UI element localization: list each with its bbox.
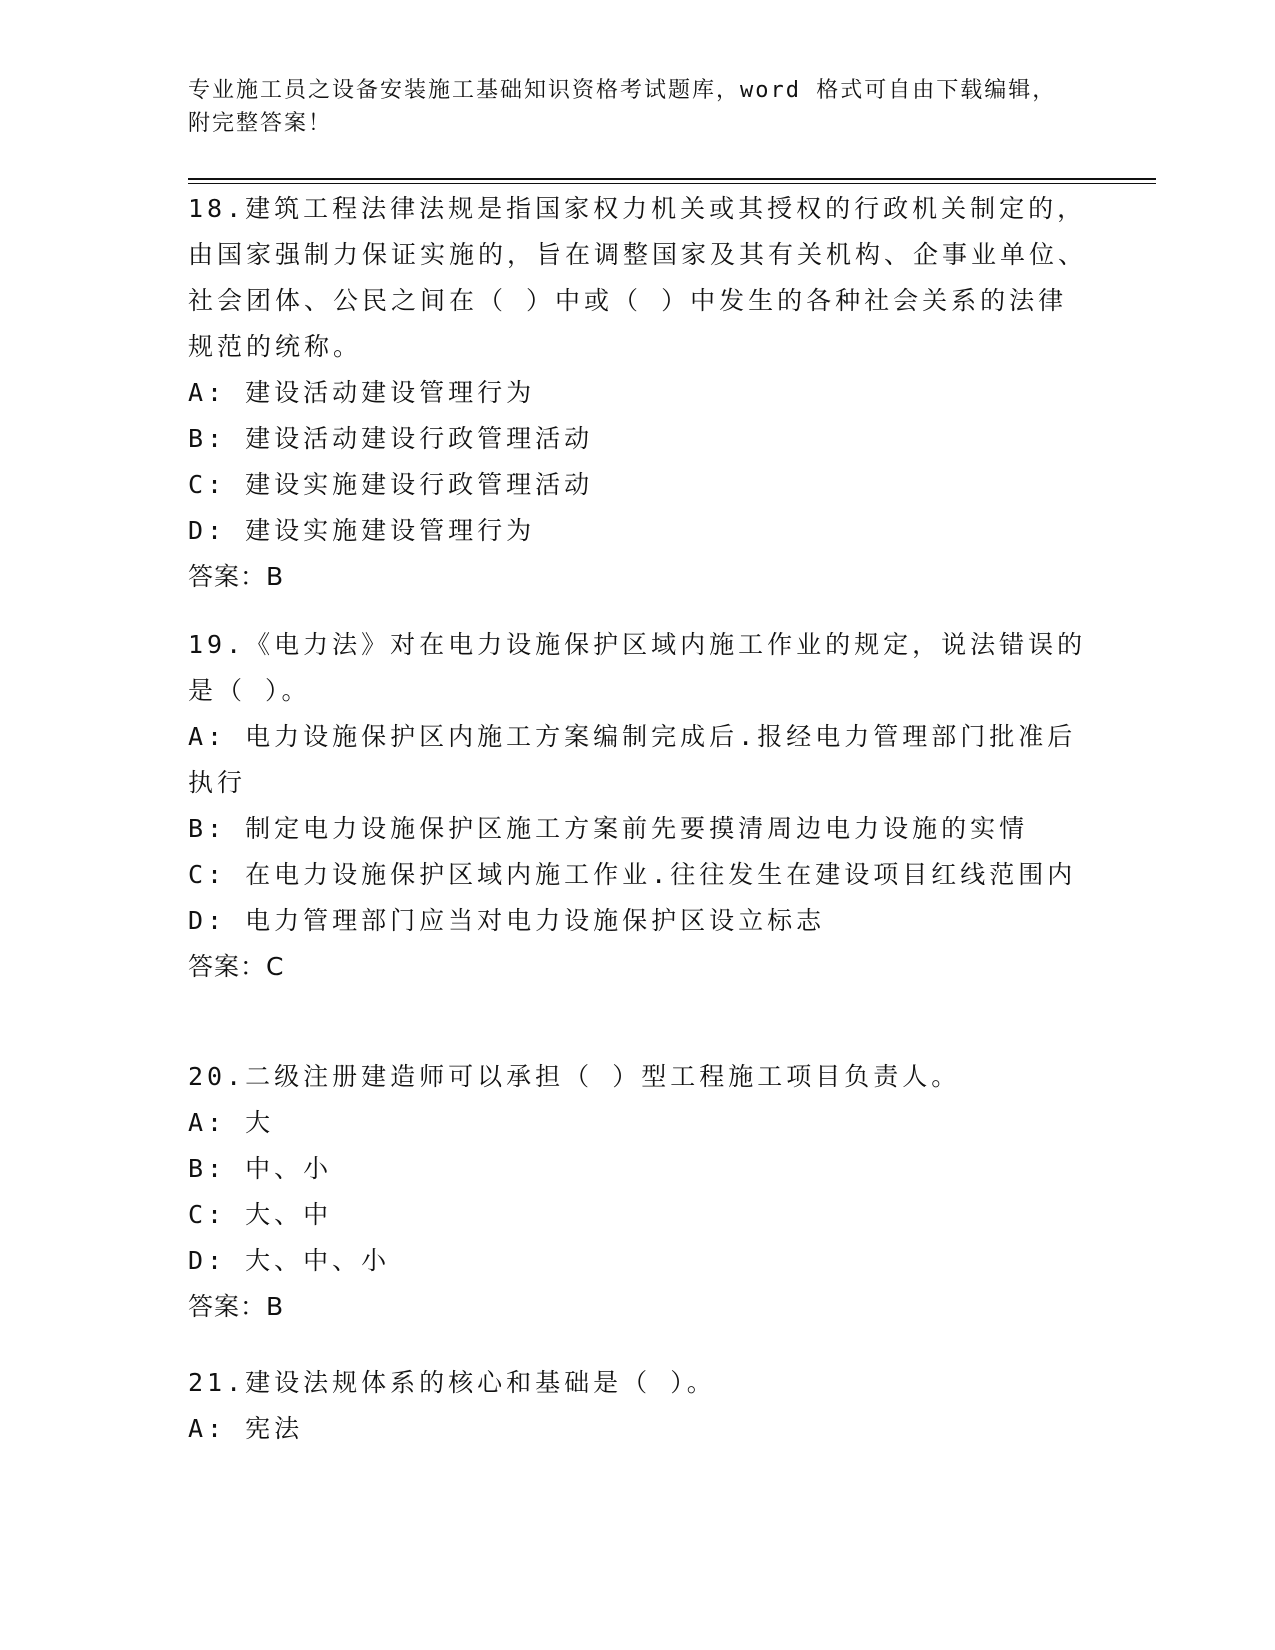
question-stem: 19.《电力法》对在电力设施保护区域内施工作业的规定，说法错误的是（ ）。	[188, 630, 1087, 705]
option-c: C: 在电力设施保护区域内施工作业.往往发生在建设项目红线范围内	[188, 860, 1077, 889]
answer-label: 答案：B	[188, 1292, 285, 1321]
question-21	[188, 1360, 1088, 1452]
option-d: D: 大、中、小	[188, 1246, 391, 1275]
option-a: A: 大	[188, 1108, 275, 1137]
option-a: A: 电力设施保护区内施工方案编制完成后.报经电力管理部门批准后执行	[188, 722, 1077, 797]
document-header: 专业施工员之设备安装施工基础知识资格考试题库，word 格式可自由下载编辑，附完整答案！	[188, 78, 1057, 136]
option-a: A: 建设活动建设管理行为	[188, 378, 536, 407]
question-20	[188, 1054, 1088, 1330]
answer-label: 答案：B	[188, 562, 285, 591]
option-b: B: 制定电力设施保护区施工方案前先要摸清周边电力设施的实情	[188, 814, 1029, 843]
question-18	[188, 186, 1088, 600]
question-stem: 18.建筑工程法律法规是指国家权力机关或其授权的行政机关制定的，由国家强制力保证实施的，旨在调整国家及其有关机构、企事业单位、社会团体、公民之间在（ ）中或（ ）中发生的各种社会关系的法律规范的统称。	[188, 194, 1088, 361]
option-b: B: 中、小	[188, 1154, 333, 1183]
option-a: A: 宪法	[188, 1414, 304, 1443]
question-stem: 20.二级注册建造师可以承担（ ）型工程施工项目负责人。	[188, 1062, 961, 1091]
header-divider-thick	[188, 178, 1156, 180]
option-d: D: 电力管理部门应当对电力设施保护区设立标志	[188, 906, 826, 935]
option-d: D: 建设实施建设管理行为	[188, 516, 536, 545]
question-stem: 21.建设法规体系的核心和基础是（ ）。	[188, 1368, 716, 1397]
header-divider-thin	[188, 183, 1156, 184]
answer-label: 答案：C	[188, 952, 285, 981]
question-19	[188, 622, 1088, 990]
option-c: C: 建设实施建设行政管理活动	[188, 470, 594, 499]
option-b: B: 建设活动建设行政管理活动	[188, 424, 594, 453]
option-c: C: 大、中	[188, 1200, 333, 1229]
